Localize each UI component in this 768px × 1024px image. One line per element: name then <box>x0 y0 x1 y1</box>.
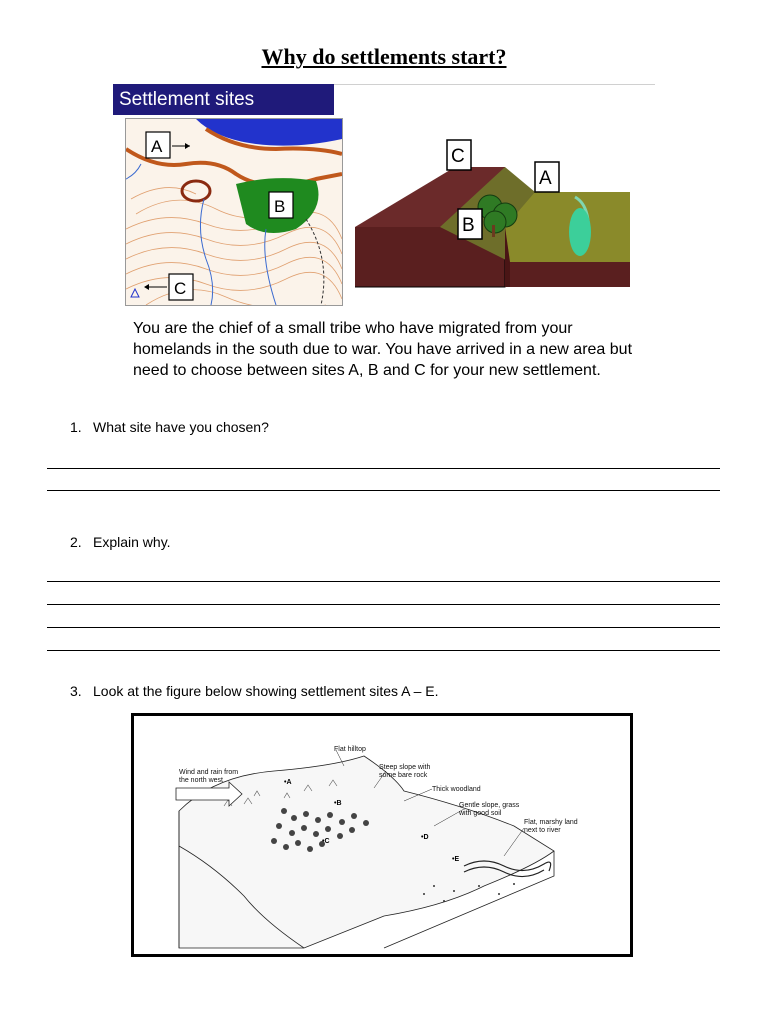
intro-text: You are the chief of a small tribe who have migrated from your homelands in the south due to war. You have arrived in a new area but need to choose between sites A, B and C for your new settlement. <box>133 320 633 379</box>
contour-map <box>125 118 343 306</box>
label-marshy-land: Flat, marshy land next to river <box>524 819 578 834</box>
map-label-a: A <box>151 137 163 156</box>
landscape-sketch <box>134 716 630 954</box>
site-c: •C <box>322 838 330 845</box>
block-diagram <box>355 137 655 307</box>
sites-figure <box>131 713 633 957</box>
question-number: 2. <box>70 534 82 550</box>
answer-line[interactable] <box>47 650 720 651</box>
label-flat-hilltop: Flat hilltop <box>334 746 366 753</box>
answer-line[interactable] <box>47 468 720 469</box>
label-gentle-slope: Gentle slope, grass with good soil <box>459 802 520 817</box>
site-a: •A <box>284 779 292 786</box>
label-thick-woodland: Thick woodland <box>432 786 481 793</box>
site-d: •D <box>421 834 429 841</box>
question-3 <box>70 683 439 699</box>
answer-line[interactable] <box>47 490 720 491</box>
question-text: Explain why. <box>93 534 171 550</box>
question-number: 1. <box>70 419 82 435</box>
panel-banner: Settlement sites <box>113 84 334 115</box>
settlement-sites-panel <box>113 82 655 402</box>
site-e: •E <box>452 856 460 863</box>
site-b: •B <box>334 800 342 807</box>
label-wind: Wind and rain from the north west <box>179 769 239 784</box>
label-steep-slope: Steep slope with some bare rock <box>379 764 431 779</box>
answer-line[interactable] <box>47 604 720 605</box>
question-2 <box>70 534 171 550</box>
map-label-b: B <box>274 197 286 216</box>
map-label-c: C <box>174 279 187 298</box>
question-1 <box>70 419 269 435</box>
question-text: Look at the figure below showing settlement sites A – E. <box>93 683 439 699</box>
answer-line[interactable] <box>47 627 720 628</box>
panel-divider <box>334 84 655 85</box>
block-label-b: B <box>462 215 475 236</box>
question-text: What site have you chosen? <box>93 419 269 435</box>
question-number: 3. <box>70 683 82 699</box>
answer-line[interactable] <box>47 581 720 582</box>
page-title: Why do settlements start? <box>261 44 507 69</box>
block-label-c: C <box>451 146 465 167</box>
block-label-a: A <box>539 168 552 189</box>
